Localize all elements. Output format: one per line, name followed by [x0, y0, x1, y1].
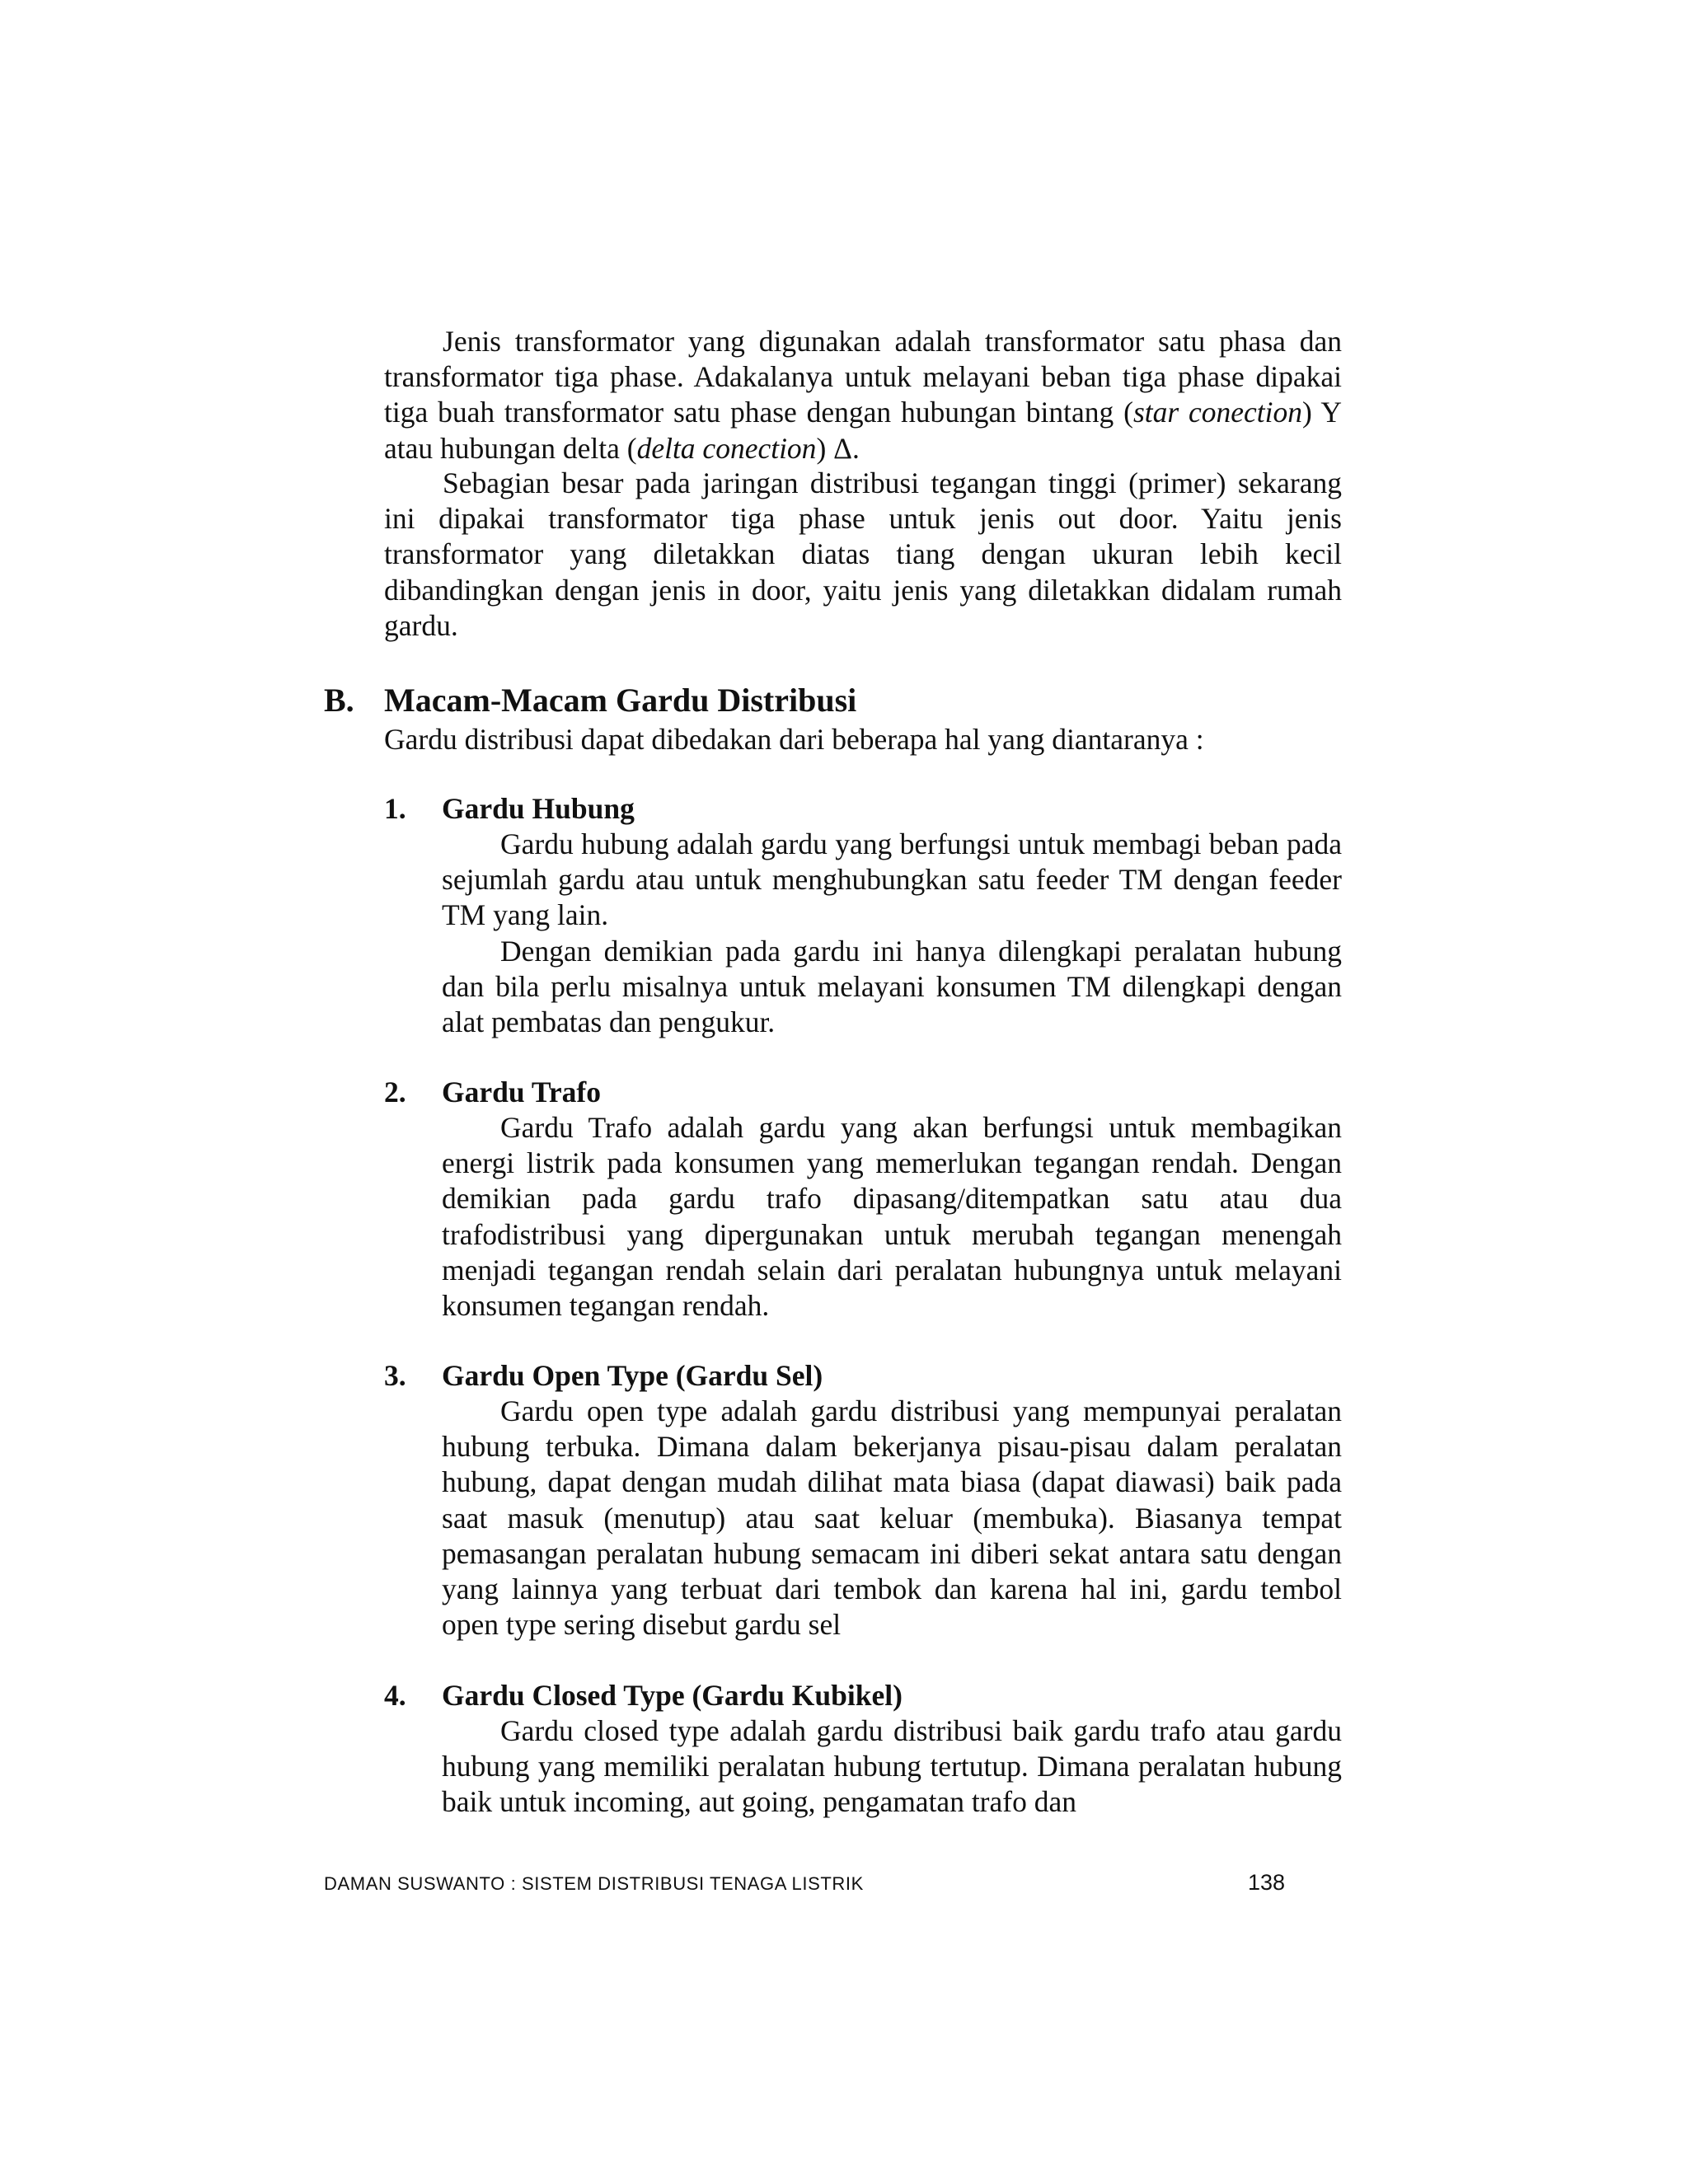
item-number: 4. — [384, 1679, 406, 1712]
footer-running-title: DAMAN SUSWANTO : SISTEM DISTRIBUSI TENAGA LISTRIK — [324, 1873, 864, 1894]
item-title: Gardu Trafo — [442, 1076, 601, 1108]
item-title: Gardu Open Type (Gardu Sel) — [442, 1359, 823, 1392]
intro-paragraph-2: Sebagian besar pada jaringan distribusi tegangan tinggi (primer) sekarang ini dipakai transformator tiga phase untuk jenis out door. Yaitu jenis transformator yang diletakkan diatas tiang dengan ukuran lebih kecil dibandingkan dengan jenis in door, yaitu jenis yang diletakkan didalam rumah gardu. — [384, 466, 1342, 642]
item-title: Gardu Closed Type (Gardu Kubikel) — [442, 1679, 903, 1712]
intro-paragraph-1-text-b: ) Y atau hubungan delta ( — [384, 396, 1342, 465]
item-title: Gardu Hubung — [442, 792, 635, 825]
item-1-paragraph-2: Dengan demikian pada gardu ini hanya dilengkapi peralatan hubung dan bila perlu misalnya untuk melayani konsumen TM dilengkapi dengan alat pembatas dan pengukur. — [442, 935, 1342, 1039]
intro-paragraph-1-italic-b: delta conection — [636, 431, 817, 465]
section-letter: B. — [324, 682, 354, 719]
section-title: Macam-Macam Gardu Distribusi — [384, 682, 857, 719]
item-1-paragraph-1: Gardu hubung adalah gardu yang berfungsi untuk membagi beban pada sejumlah gardu atau untuk menghubungkan satu feeder TM dengan feeder TM yang lain. — [442, 827, 1342, 932]
section-intro: Gardu distribusi dapat dibedakan dari beberapa hal yang diantaranya : — [384, 723, 1204, 756]
item-number: 2. — [384, 1076, 406, 1108]
item-heading-1 — [384, 791, 635, 827]
intro-paragraph-1-italic-a: star conection — [1132, 396, 1303, 429]
section-heading — [324, 680, 856, 721]
item-heading-3 — [384, 1358, 823, 1394]
page-number: 138 — [1248, 1870, 1286, 1895]
intro-paragraph-1-text-c: ) Δ. — [816, 431, 860, 465]
intro-paragraph-1-text-a: Jenis transformator yang digunakan adalah transformator satu phasa dan transformator tiga phase. Adakalanya untuk melayani beban tiga phase dipakai tiga buah transformator satu phase dengan hubungan bintang ( — [384, 325, 1342, 429]
item-2-paragraph-1: Gardu Trafo adalah gardu yang akan berfungsi untuk membagikan energi listrik pada konsumen yang memerlukan tegangan rendah. Dengan demikian pada gardu trafo dipasang/ditempatkan satu atau dua trafodistribusi yang dipergunakan untuk merubah tegangan menengah menjadi tegangan rendah selain dari peralatan hubungnya untuk melayani konsumen tegangan rendah. — [442, 1111, 1342, 1323]
item-number: 3. — [384, 1359, 406, 1392]
item-3-paragraph-1: Gardu open type adalah gardu distribusi yang mempunyai peralatan hubung terbuka. Dimana dalam bekerjanya pisau-pisau dalam peralatan hubung, dapat dengan mudah dilihat mata biasa (dapat diawasi) baik pada saat masuk (menutup) atau saat keluar (membuka). Biasanya tempat pemasangan peralatan hubung semacam ini diberi sekat antara satu dengan yang lainnya yang terbuat dari tembok dan karena hal ini, gardu tembol open type sering disebut gardu sel — [442, 1394, 1342, 1642]
item-heading-2 — [384, 1075, 601, 1110]
intro-paragraph-1 — [384, 324, 1342, 466]
item-number: 1. — [384, 792, 406, 825]
item-heading-4 — [384, 1678, 903, 1713]
item-4-paragraph-1: Gardu closed type adalah gardu distribusi baik gardu trafo atau gardu hubung yang memiliki peralatan hubung tertutup. Dimana peralatan hubung baik untuk incoming, aut going, pengamatan trafo dan — [442, 1714, 1342, 1819]
